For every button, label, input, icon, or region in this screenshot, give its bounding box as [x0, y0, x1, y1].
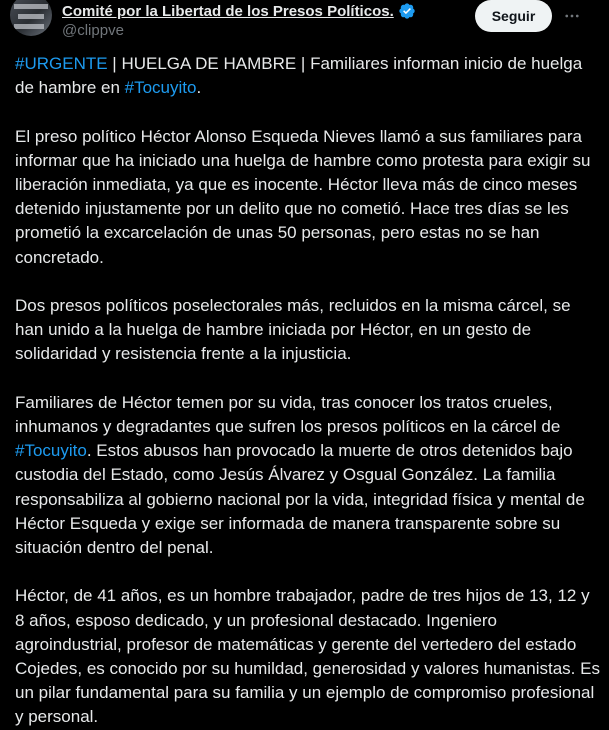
- tweet-paragraph-3: Dos presos políticos poselectorales más, recluidos en la misma cárcel, se han unido a la huelga de hambre iniciada por Héctor, en un gesto de solidaridad y resistencia frente a la injusticia.: [15, 296, 571, 364]
- hashtag-tocuyito[interactable]: #Tocuyito: [15, 441, 87, 461]
- author-name-row: [62, 0, 416, 22]
- tweet-paragraph-1: [15, 52, 600, 100]
- follow-button[interactable]: Seguir: [475, 0, 552, 32]
- paragraph-4-text-end: . Estos abusos han provocado la muerte de otros detenidos bajo custodia del Estado, como Jesús Álvarez y Osgual González. La familia responsabiliza al gobierno nacional por la vida, integridad física y mental de Héctor Esqueda y exige ser informada de manera transparente sobre su situación dentro del penal.: [15, 441, 585, 558]
- hashtag-urgente[interactable]: #URGENTE: [15, 54, 108, 73]
- tweet-paragraph-2: El preso político Héctor Alonso Esqueda Nieves llamó a sus familiares para informar que ha iniciado una huelga de hambre como protesta para exigir su liberación inmediata, ya que es inocente. Héctor lleva más de cinco meses detenido injustamente por un delito que no cometió. Hace tres días se les prometió la excarcelación de unas 50 personas, pero estas no se han concretado.: [15, 126, 591, 267]
- verified-badge-icon: [398, 2, 416, 20]
- avatar[interactable]: [10, 0, 52, 36]
- tweet-text: [15, 52, 600, 730]
- tweet-paragraph-4: [15, 391, 600, 560]
- author-display-name[interactable]: Comité por la Libertad de los Presos Políticos.: [62, 2, 394, 20]
- author-handle[interactable]: @clippve: [62, 22, 124, 39]
- tweet-paragraph-5: Héctor, de 41 años, es un hombre trabajador, padre de tres hijos de 13, 12 y 8 años, esposo dedicado, y un profesional destacado. Ingeniero agroindustrial, profesor de matemáticas y gerente del vertedero del estado Cojedes, es conocido por su humildad, generosidad y valores humanistas. Es un pilar fundamental para su familia y un ejemplo de compromiso profesional y personal.: [15, 586, 600, 727]
- hashtag-tocuyito[interactable]: #Tocuyito: [124, 78, 197, 98]
- paragraph-1-end: .: [196, 78, 202, 98]
- tweet-header: [0, 0, 609, 48]
- paragraph-4-text-start: Familiares de Héctor temen por su vida, tras conocer los tratos crueles, inhumanos y degradantes que sufren los presos políticos en la cárcel de: [15, 392, 561, 436]
- more-horizontal-icon[interactable]: [560, 4, 584, 28]
- paragraph-1-text: | HUELGA DE HAMBRE | Familiares informan inicio de huelga de hambre en: [15, 54, 583, 98]
- more-dots-graphic: [563, 7, 581, 25]
